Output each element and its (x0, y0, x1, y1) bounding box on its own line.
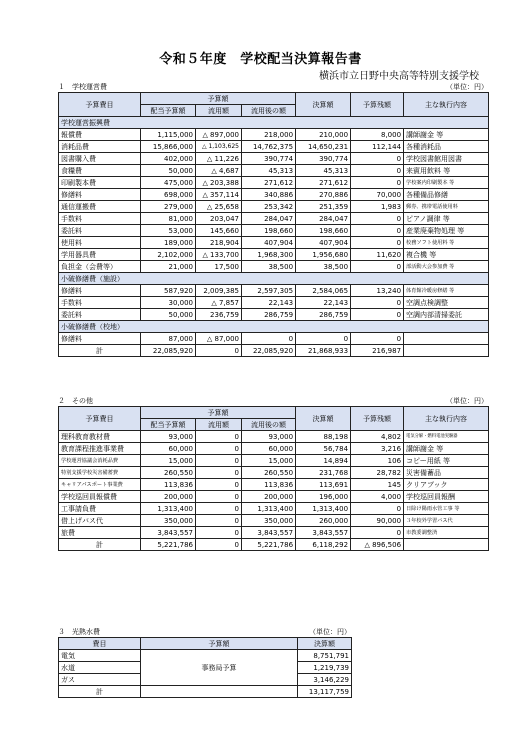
row-remaining: 0 (351, 165, 404, 177)
row-purpose: 体育館冷暖房修繕 等 (404, 285, 489, 297)
table-row (59, 189, 489, 201)
row-transfer: △ 203,388 (196, 177, 242, 189)
table-row (59, 333, 489, 345)
row-transfer: △ 357,114 (196, 189, 242, 201)
row-allocated: 402,000 (141, 153, 196, 165)
row-settled: 260,000 (296, 515, 351, 527)
row-after: 286,759 (242, 309, 296, 321)
col-item: 予算費目 (59, 93, 141, 117)
table-row (59, 297, 489, 309)
col-budget: 予算額 (141, 638, 298, 650)
row-item: 借上げバス代 (59, 515, 141, 527)
row-remaining: 106 (351, 455, 404, 467)
row-allocated: 475,000 (141, 177, 196, 189)
row-purpose: 学校図書館用図書 (404, 153, 489, 165)
row-item: 学校巡回員報償費 (59, 491, 141, 503)
utilities-table (58, 637, 352, 698)
table-row (59, 467, 489, 479)
row-remaining: 1,983 (351, 201, 404, 213)
row-after: 390,774 (242, 153, 296, 165)
row-purpose: 電気分解・燃料電池実験器 (404, 431, 489, 443)
row-allocated: 60,000 (141, 443, 196, 455)
table-row (59, 431, 489, 443)
row-settled: 1,956,680 (296, 249, 351, 261)
table-row (59, 443, 489, 455)
row-settled: 3,146,229 (298, 674, 352, 686)
row-allocated: 81,000 (141, 213, 196, 225)
row-settled: 56,784 (296, 443, 351, 455)
section2-header (58, 396, 488, 406)
school-operations-table (58, 92, 489, 357)
row-after: 1,313,400 (242, 503, 296, 515)
row-purpose: ピアノ調律 等 (404, 213, 489, 225)
row-item: 通信運搬費 (59, 201, 141, 213)
row-transfer: △ 897,000 (196, 129, 242, 141)
row-transfer: △ 11,226 (196, 153, 242, 165)
row-transfer: △ 25,658 (196, 201, 242, 213)
row-purpose: コピー用紙 等 (404, 455, 489, 467)
table-row (59, 455, 489, 467)
total-label: 計 (59, 345, 141, 357)
row-allocated: 1,313,400 (141, 503, 196, 515)
row-after: 218,000 (242, 129, 296, 141)
row-allocated: 93,000 (141, 431, 196, 443)
row-remaining: 4,802 (351, 431, 404, 443)
total-row (59, 345, 489, 357)
row-remaining: 0 (351, 213, 404, 225)
row-item: 特別支援学校災害備蓄費 (59, 467, 141, 479)
row-item: キャリアパスポート事業費 (59, 479, 141, 491)
row-purpose: 空調内部清掃委託 (404, 309, 489, 321)
table-row (59, 225, 489, 237)
table-row (59, 491, 489, 503)
row-after: 3,843,557 (242, 527, 296, 539)
row-settled: 14,894 (296, 455, 351, 467)
row-item: 修繕料 (59, 189, 141, 201)
row-after: 113,836 (242, 479, 296, 491)
row-settled: 286,759 (296, 309, 351, 321)
row-allocated: 200,000 (141, 491, 196, 503)
row-after: 22,143 (242, 297, 296, 309)
row-item: 使用料 (59, 237, 141, 249)
row-purpose (404, 333, 489, 345)
row-item: 印刷製本費 (59, 177, 141, 189)
row-remaining: 0 (351, 153, 404, 165)
row-remaining: 8,000 (351, 129, 404, 141)
row-item: 委託料 (59, 225, 141, 237)
row-item: 理科教育教材費 (59, 431, 141, 443)
col-settled: 決算額 (296, 93, 351, 117)
col-transfer: 流用額 (196, 419, 242, 431)
row-transfer: 0 (196, 467, 242, 479)
row-settled: 1,219,739 (298, 662, 352, 674)
row-allocated: 30,000 (141, 297, 196, 309)
row-transfer: 218,904 (196, 237, 242, 249)
row-transfer: 0 (196, 515, 242, 527)
total-purpose (404, 345, 489, 357)
row-allocated: 350,000 (141, 515, 196, 527)
row-settled: 271,612 (296, 177, 351, 189)
row-settled: 196,000 (296, 491, 351, 503)
row-remaining: 3,216 (351, 443, 404, 455)
row-purpose: 複合機 等 (404, 249, 489, 261)
row-transfer: 0 (196, 491, 242, 503)
page-title: 令和５年度 学校配当決算報告書 (159, 52, 362, 67)
row-item: 学用器具費 (59, 249, 141, 261)
row-purpose: 空調点検調整 (404, 297, 489, 309)
row-after: 60,000 (242, 443, 296, 455)
row-item: 負担金（会費等） (59, 261, 141, 273)
row-purpose: 日除け陽雨水管工事 等 (404, 503, 489, 515)
row-transfer: 203,047 (196, 213, 242, 225)
section2-title: ２ その他 (58, 397, 93, 405)
row-remaining: 90,000 (351, 515, 404, 527)
row-transfer: 0 (196, 455, 242, 467)
row-item: ガス (59, 674, 141, 686)
merged-budget-cell: 事務局予算 (141, 650, 298, 686)
total-settled: 13,117,759 (298, 686, 352, 698)
row-remaining: 13,240 (351, 285, 404, 297)
row-item: 消耗品費 (59, 141, 141, 153)
row-settled: 407,904 (296, 237, 351, 249)
row-transfer: 0 (196, 431, 242, 443)
table-row (59, 515, 489, 527)
row-transfer: 0 (196, 443, 242, 455)
row-after: 340,886 (242, 189, 296, 201)
row-item: 学校運営協議会消耗品費 (59, 455, 141, 467)
total-row (59, 686, 352, 698)
col-settled: 決算額 (298, 638, 352, 650)
table-row (59, 153, 489, 165)
col-transfer: 流用額 (196, 105, 242, 117)
row-item: 図書購入費 (59, 153, 141, 165)
row-after: 38,500 (242, 261, 296, 273)
col-after-transfer: 流用後の額 (242, 419, 296, 431)
row-purpose: 郵券、携帯電話使用料 (404, 201, 489, 213)
col-purpose: 主な執行内容 (404, 407, 489, 431)
row-allocated: 15,000 (141, 455, 196, 467)
total-label: 計 (59, 539, 141, 551)
row-transfer: 17,500 (196, 261, 242, 273)
row-allocated: 113,836 (141, 479, 196, 491)
row-settled: 0 (296, 333, 351, 345)
row-remaining: 0 (351, 225, 404, 237)
category-row: 小破修繕費（施設） (59, 273, 489, 285)
total-transfer: 0 (196, 345, 242, 357)
row-item: 修繕料 (59, 333, 141, 345)
row-after: 15,000 (242, 455, 296, 467)
section3-header (58, 627, 351, 637)
category-row: 学校運営振興費 (59, 117, 489, 129)
row-allocated: 15,866,000 (141, 141, 196, 153)
row-allocated: 53,000 (141, 225, 196, 237)
row-settled: 390,774 (296, 153, 351, 165)
row-allocated: 21,000 (141, 261, 196, 273)
row-transfer: 236,759 (196, 309, 242, 321)
row-after: 260,550 (242, 467, 296, 479)
row-item: 工事請負費 (59, 503, 141, 515)
row-remaining: 145 (351, 479, 404, 491)
row-purpose: クリアブック (404, 479, 489, 491)
col-budget-group: 予算額 (141, 93, 296, 105)
row-settled: 45,313 (296, 165, 351, 177)
category-row: 小破修繕費（校地） (59, 321, 489, 333)
row-remaining: 70,000 (351, 189, 404, 201)
row-settled: 8,751,791 (298, 650, 352, 662)
row-after: 350,000 (242, 515, 296, 527)
table-row (59, 201, 489, 213)
table-row (59, 479, 489, 491)
table-row (59, 141, 489, 153)
total-label: 計 (59, 686, 141, 698)
total-transfer: 0 (196, 539, 242, 551)
row-item: 水道 (59, 662, 141, 674)
total-after: 5,221,786 (242, 539, 296, 551)
col-remaining: 予算残額 (351, 407, 404, 431)
row-remaining: 0 (351, 333, 404, 345)
row-remaining: 112,144 (351, 141, 404, 153)
total-purpose (404, 539, 489, 551)
row-purpose: 各種備品修繕 (404, 189, 489, 201)
row-remaining: 0 (351, 261, 404, 273)
row-transfer: 2,009,385 (196, 285, 242, 297)
total-remaining: 216,987 (351, 345, 404, 357)
row-remaining: 11,620 (351, 249, 404, 261)
row-settled: 22,143 (296, 297, 351, 309)
row-settled: 210,000 (296, 129, 351, 141)
row-allocated: 3,843,557 (141, 527, 196, 539)
table-row (59, 165, 489, 177)
section2-unit: （単位：円） (446, 397, 488, 405)
table-row (59, 503, 489, 515)
row-item: 手数料 (59, 213, 141, 225)
row-settled: 284,047 (296, 213, 351, 225)
row-transfer: △ 7,857 (196, 297, 242, 309)
row-purpose: 産業廃棄物処理 等 (404, 225, 489, 237)
row-after: 253,342 (242, 201, 296, 213)
table-row (59, 309, 489, 321)
table-row (59, 285, 489, 297)
row-transfer: 0 (196, 479, 242, 491)
row-purpose: 各種消耗品 (404, 141, 489, 153)
total-remaining: △ 896,506 (351, 539, 404, 551)
row-settled: 231,768 (296, 467, 351, 479)
row-settled: 113,691 (296, 479, 351, 491)
row-item: 手数料 (59, 297, 141, 309)
row-remaining: 0 (351, 503, 404, 515)
row-after: 284,047 (242, 213, 296, 225)
row-settled: 14,650,231 (296, 141, 351, 153)
row-allocated: 1,115,000 (141, 129, 196, 141)
row-transfer: 0 (196, 503, 242, 515)
row-allocated: 698,000 (141, 189, 196, 201)
row-settled: 38,500 (296, 261, 351, 273)
row-remaining: 28,782 (351, 467, 404, 479)
row-item: 食糧費 (59, 165, 141, 177)
table-row (59, 129, 489, 141)
row-purpose: 災害備蓄品 (404, 467, 489, 479)
row-purpose: 講師謝金 等 (404, 443, 489, 455)
row-after: 0 (242, 333, 296, 345)
row-settled: 270,886 (296, 189, 351, 201)
row-after: 93,000 (242, 431, 296, 443)
section3-unit: （単位：円） (309, 628, 351, 636)
row-allocated: 87,000 (141, 333, 196, 345)
col-allocated: 配当予算額 (141, 419, 196, 431)
row-purpose: 学校巡回員報酬 (404, 491, 489, 503)
row-remaining: 0 (351, 177, 404, 189)
row-after: 2,597,305 (242, 285, 296, 297)
row-remaining: 0 (351, 309, 404, 321)
col-allocated: 配当予算額 (141, 105, 196, 117)
row-allocated: 50,000 (141, 309, 196, 321)
total-row (59, 539, 489, 551)
row-purpose: 学校案内印刷製本 等 (404, 177, 489, 189)
row-settled: 1,313,400 (296, 503, 351, 515)
row-transfer: △ 133,700 (196, 249, 242, 261)
row-remaining: 4,000 (351, 491, 404, 503)
row-item: 教育課程推進事業費 (59, 443, 141, 455)
row-after: 407,904 (242, 237, 296, 249)
row-allocated: 279,000 (141, 201, 196, 213)
row-allocated: 189,000 (141, 237, 196, 249)
row-allocated: 2,102,000 (141, 249, 196, 261)
total-settled: 21,868,933 (296, 345, 351, 357)
row-settled: 88,198 (296, 431, 351, 443)
total-settled: 6,118,292 (296, 539, 351, 551)
row-remaining: 0 (351, 527, 404, 539)
col-after-transfer: 流用後の額 (242, 105, 296, 117)
row-transfer: 0 (196, 527, 242, 539)
col-purpose: 主な執行内容 (404, 93, 489, 117)
row-purpose: 部活動大会参加費 等 (404, 261, 489, 273)
row-allocated: 260,550 (141, 467, 196, 479)
row-transfer: 145,660 (196, 225, 242, 237)
table-row (59, 177, 489, 189)
section1-header (58, 82, 488, 92)
row-item: 電気 (59, 650, 141, 662)
col-remaining: 予算残額 (351, 93, 404, 117)
other-expenses-table (58, 406, 489, 551)
row-remaining: 0 (351, 237, 404, 249)
row-after: 200,000 (242, 491, 296, 503)
table-row (59, 213, 489, 225)
row-remaining: 0 (351, 297, 404, 309)
row-transfer: △ 4,687 (196, 165, 242, 177)
row-purpose: 来賓用飲料 等 (404, 165, 489, 177)
row-settled: 198,660 (296, 225, 351, 237)
total-budget (141, 686, 298, 698)
col-budget-group: 予算額 (141, 407, 296, 419)
row-item: 修繕料 (59, 285, 141, 297)
row-item: 報償費 (59, 129, 141, 141)
row-transfer: △ 1,103,625 (196, 141, 242, 153)
table-row (59, 237, 489, 249)
col-item: 予算費目 (59, 407, 141, 431)
row-after: 14,762,375 (242, 141, 296, 153)
total-after: 22,085,920 (242, 345, 296, 357)
row-allocated: 50,000 (141, 165, 196, 177)
school-name: 横浜市立日野中央高等特別支援学校 (319, 71, 479, 82)
row-after: 271,612 (242, 177, 296, 189)
col-settled: 決算額 (296, 407, 351, 431)
row-purpose: 校務ソフト使用料 等 (404, 237, 489, 249)
section3-title: ３ 光熱水費 (58, 628, 100, 636)
row-transfer: △ 87,000 (196, 333, 242, 345)
section1-unit: （単位：円） (446, 83, 488, 91)
row-item: 委託料 (59, 309, 141, 321)
row-purpose: 市教委調整済 (404, 527, 489, 539)
total-allocated: 22,085,920 (141, 345, 196, 357)
table-row (59, 650, 352, 662)
row-purpose: ３年校外学習バス代 (404, 515, 489, 527)
section1-title: １ 学校運営費 (58, 83, 107, 91)
row-allocated: 587,920 (141, 285, 196, 297)
total-allocated: 5,221,786 (141, 539, 196, 551)
row-after: 45,313 (242, 165, 296, 177)
table-row (59, 261, 489, 273)
row-settled: 251,359 (296, 201, 351, 213)
table-row (59, 527, 489, 539)
row-after: 1,968,300 (242, 249, 296, 261)
row-item: 旅費 (59, 527, 141, 539)
col-item: 費目 (59, 638, 141, 650)
row-after: 198,660 (242, 225, 296, 237)
row-settled: 3,843,557 (296, 527, 351, 539)
row-settled: 2,584,065 (296, 285, 351, 297)
row-purpose: 講師謝金 等 (404, 129, 489, 141)
table-row (59, 249, 489, 261)
